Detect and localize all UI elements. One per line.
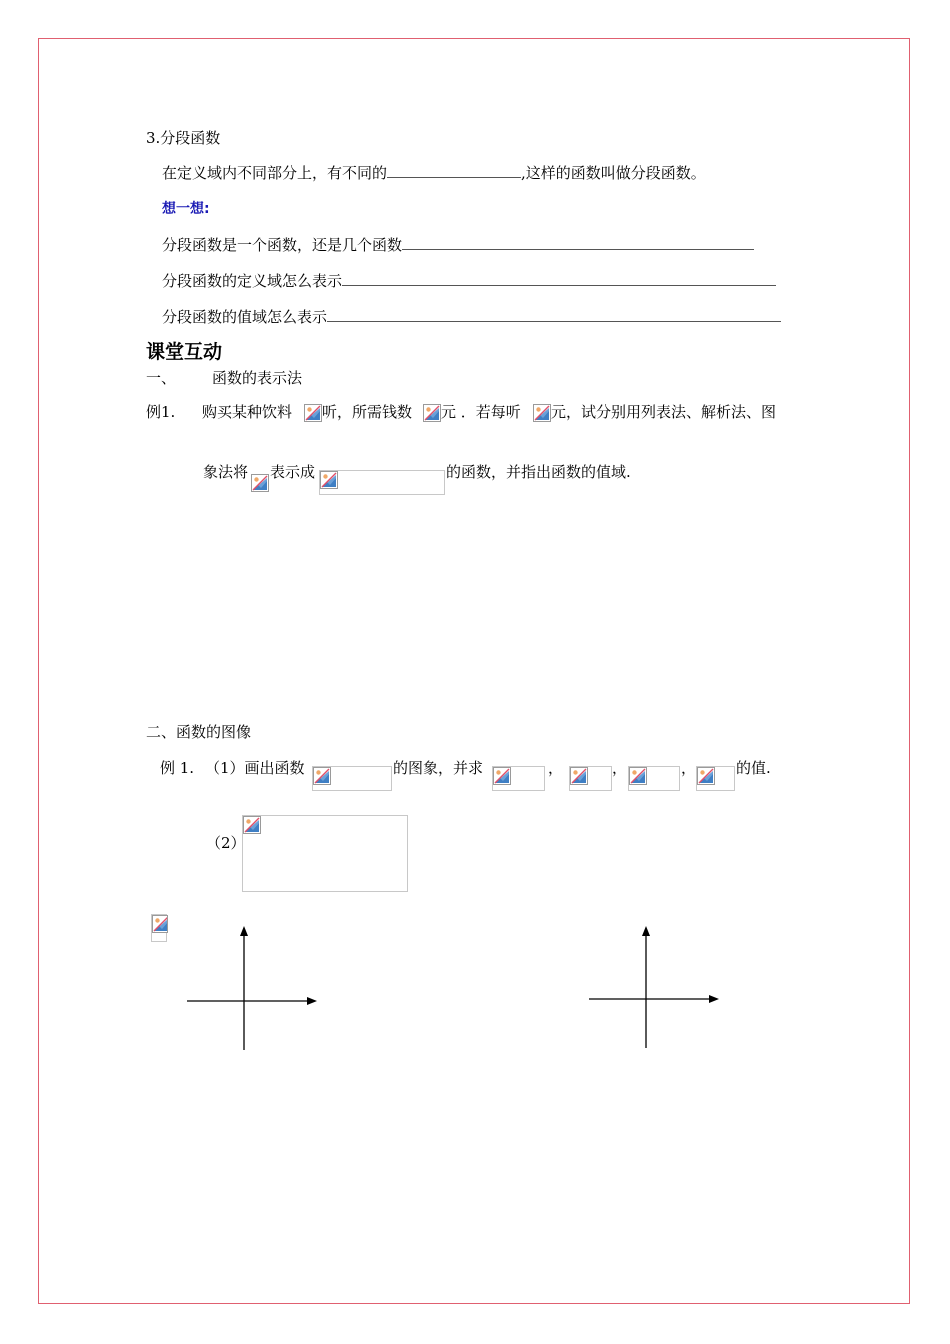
question-2 — [162, 271, 776, 291]
example1-text-a: 购买某种饮料 — [202, 403, 293, 421]
formula-image — [242, 815, 408, 892]
part2-graph-text: 的图象，并求 — [393, 759, 484, 777]
definition-line — [162, 163, 706, 183]
comma: ， — [612, 759, 628, 777]
formula-image — [251, 474, 269, 492]
image-placeholder-icon — [251, 474, 269, 492]
coordinate-axes-left — [180, 920, 325, 1055]
question-1 — [162, 235, 754, 255]
definition-text-after: ,这样的函数叫做分段函数。 — [521, 164, 706, 182]
up-arrow-icon — [240, 926, 248, 936]
right-arrow-icon — [307, 997, 317, 1005]
up-arrow-icon — [642, 926, 650, 936]
formula-image — [696, 766, 735, 791]
formula-image — [533, 404, 551, 422]
think-label: 想一想: — [162, 201, 210, 217]
example1-line2-a: 象法将 — [203, 463, 249, 481]
part2-sub1-text: （1）画出函数 — [205, 759, 305, 777]
formula-image — [319, 470, 445, 495]
answer-blank[interactable] — [387, 163, 521, 178]
image-placeholder-icon — [629, 767, 647, 785]
example1-line2-c: 的函数，并指出函数的值域. — [446, 463, 631, 481]
answer-blank[interactable] — [327, 307, 781, 322]
part2-title: 二、函数的图像 — [146, 723, 252, 741]
image-placeholder-icon — [493, 767, 511, 785]
formula-image — [312, 766, 392, 791]
part1-number: 一、 — [146, 369, 177, 387]
image-placeholder-icon — [320, 471, 338, 489]
part2-example-label: 例 1. — [160, 759, 195, 777]
example1-text-c: 元 ．若每听 — [441, 403, 521, 421]
comma: ， — [548, 759, 564, 777]
part1-title: 函数的表示法 — [212, 369, 303, 387]
example1-text-d: 元，试分别用列表法、解析法、图 — [551, 403, 777, 421]
formula-image — [423, 404, 441, 422]
image-placeholder-icon — [423, 404, 441, 422]
formula-image — [569, 766, 612, 791]
question-1-text: 分段函数是一个函数，还是几个函数 — [162, 236, 403, 254]
example1-line2-b: 表示成 — [270, 463, 316, 481]
image-placeholder-icon — [533, 404, 551, 422]
part2-sub2-label: （2） — [206, 834, 246, 852]
answer-blank[interactable] — [402, 235, 754, 250]
section-title: 3.分段函数 — [146, 129, 221, 147]
example1-text-b: 听，所需钱数 — [322, 403, 413, 421]
formula-image — [492, 766, 545, 791]
definition-text-before: 在定义域内不同部分上，有不同的 — [162, 164, 388, 182]
example1-label: 例1. — [146, 403, 176, 421]
answer-blank[interactable] — [342, 271, 776, 286]
formula-image — [628, 766, 680, 791]
image-placeholder-icon — [313, 767, 331, 785]
formula-image — [151, 914, 167, 942]
image-placeholder-icon — [570, 767, 588, 785]
question-2-text: 分段函数的定义域怎么表示 — [162, 272, 343, 290]
question-3 — [162, 307, 781, 327]
image-placeholder-icon — [243, 816, 261, 834]
coordinate-axes-right — [582, 920, 727, 1055]
comma: ， — [681, 759, 697, 777]
image-placeholder-icon — [697, 767, 715, 785]
classroom-heading: 课堂互动 — [146, 341, 223, 363]
part2-value-text: 的值. — [736, 759, 771, 777]
formula-image — [304, 404, 322, 422]
page-border — [38, 38, 910, 1304]
image-placeholder-icon — [304, 404, 322, 422]
question-3-text: 分段函数的值域怎么表示 — [162, 308, 328, 326]
right-arrow-icon — [709, 995, 719, 1003]
image-placeholder-icon — [152, 915, 168, 933]
